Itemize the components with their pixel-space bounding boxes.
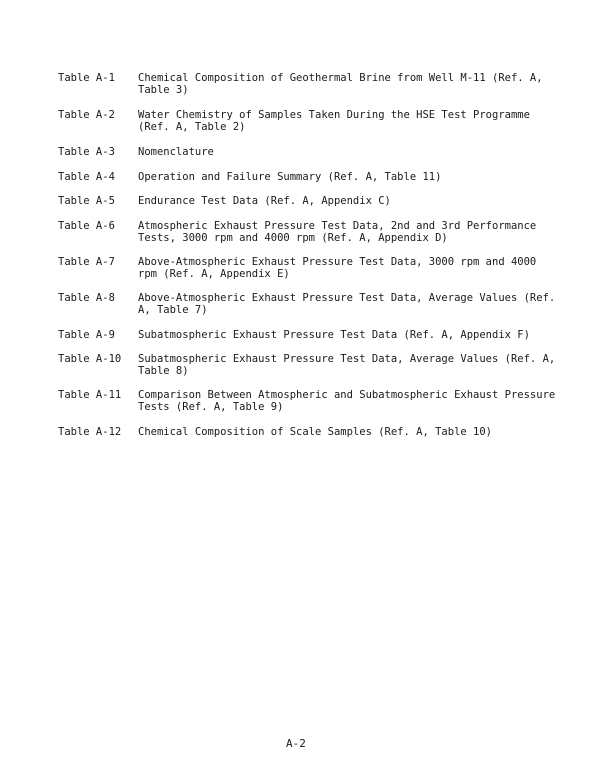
table-label: Table A-1: [58, 72, 115, 84]
table-label: Table A-4: [58, 171, 115, 183]
table-description: Subatmospheric Exhaust Pressure Test Data (Ref. A, Appendix F): [138, 329, 530, 341]
table-label: Table A-10: [58, 353, 122, 365]
table-description: Water Chemistry of Samples Taken During the HSE Test Programme (Ref. A, Table 2): [138, 109, 530, 133]
table-label: Table A-3: [58, 146, 115, 158]
table-description: Comparison Between Atmospheric and Subatmospheric Exhaust Pressure Tests (Ref. A, Table 9): [138, 389, 556, 413]
table-label: Table A-11: [58, 389, 122, 401]
table-description: Nomenclature: [138, 146, 214, 158]
table-description: Operation and Failure Summary (Ref. A, Table 11): [138, 171, 442, 183]
table-description: Chemical Composition of Geothermal Brine from Well M-11 (Ref. A, Table 3): [138, 72, 543, 96]
table-label: Table A-12: [58, 426, 122, 438]
table-description: Above-Atmospheric Exhaust Pressure Test Data, Average Values (Ref. A, Table 7): [138, 292, 556, 316]
table-label: Table A-2: [58, 109, 115, 121]
table-label: Table A-9: [58, 329, 115, 341]
table-label: Table A-8: [58, 292, 115, 304]
table-label: Table A-7: [58, 256, 115, 268]
table-description: Subatmospheric Exhaust Pressure Test Data, Average Values (Ref. A, Table 8): [138, 353, 556, 377]
page-number: A-2: [286, 737, 306, 750]
table-description: Atmospheric Exhaust Pressure Test Data, 2nd and 3rd Performance Tests, 3000 rpm and 4000 rpm (Ref. A, Appendix D): [138, 220, 537, 244]
table-description: Above-Atmospheric Exhaust Pressure Test Data, 3000 rpm and 4000 rpm (Ref. A, Appendix E): [138, 256, 537, 280]
table-label: Table A-6: [58, 220, 115, 232]
table-description: Chemical Composition of Scale Samples (Ref. A, Table 10): [138, 426, 493, 438]
table-label: Table A-5: [58, 195, 115, 207]
table-description: Endurance Test Data (Ref. A, Appendix C): [138, 195, 391, 207]
